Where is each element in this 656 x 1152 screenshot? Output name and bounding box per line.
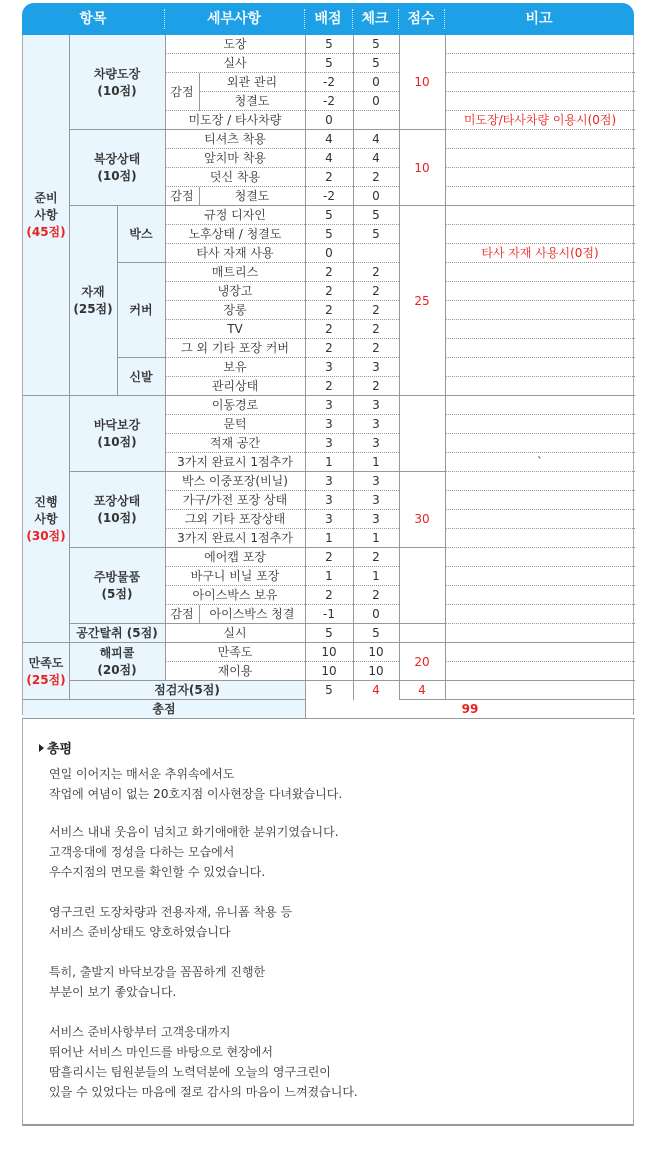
points-cell: 3 bbox=[325, 512, 333, 526]
subcat-box: 박스 bbox=[117, 206, 165, 263]
header-points: 배점 bbox=[314, 11, 342, 27]
header-note: 비고 bbox=[525, 11, 553, 27]
column-divider bbox=[199, 73, 200, 111]
check-cell: 2 bbox=[372, 284, 380, 298]
row-divider bbox=[399, 642, 635, 643]
group-points: (45점) bbox=[26, 225, 66, 239]
row-divider bbox=[445, 452, 635, 453]
row-divider bbox=[165, 433, 399, 434]
row-divider bbox=[445, 471, 635, 472]
points-cell: -2 bbox=[323, 75, 335, 89]
points-cell: 3 bbox=[325, 360, 333, 374]
row-divider bbox=[445, 661, 635, 662]
row-divider bbox=[445, 243, 635, 244]
detail-cell: 도장 bbox=[223, 37, 247, 51]
detail-cell: TV bbox=[227, 322, 243, 336]
row-divider bbox=[165, 604, 399, 605]
row-divider bbox=[445, 433, 635, 434]
inspector-points: 5 bbox=[325, 683, 333, 697]
score-vehicle: 10 bbox=[414, 75, 430, 89]
check-cell: 3 bbox=[372, 474, 380, 488]
check-cell: 2 bbox=[372, 550, 380, 564]
row-divider bbox=[399, 205, 635, 206]
subcat-cover: 커버 bbox=[117, 263, 165, 358]
check-cell: 0 bbox=[372, 94, 380, 108]
row-divider bbox=[69, 129, 445, 130]
column-divider bbox=[117, 206, 118, 396]
row-divider bbox=[23, 642, 69, 643]
detail-cell: 만족도 bbox=[217, 645, 253, 659]
row-divider bbox=[445, 72, 635, 73]
column-divider bbox=[353, 35, 354, 700]
detail-cell: 앞치마 착용 bbox=[204, 151, 266, 165]
check-cell: 4 bbox=[372, 151, 380, 165]
row-divider bbox=[69, 699, 305, 700]
check-cell: 2 bbox=[372, 170, 380, 184]
row-divider bbox=[445, 528, 635, 529]
row-divider bbox=[445, 604, 635, 605]
row-divider bbox=[165, 338, 399, 339]
check-cell bbox=[353, 111, 399, 130]
points-cell: 2 bbox=[325, 303, 333, 317]
row-divider bbox=[445, 262, 635, 263]
check-cell: 0 bbox=[372, 75, 380, 89]
points-cell: 5 bbox=[325, 208, 333, 222]
row-divider bbox=[165, 72, 199, 73]
row-divider bbox=[445, 53, 635, 54]
check-cell: 5 bbox=[372, 56, 380, 70]
row-divider bbox=[165, 319, 399, 320]
group-points: (30점) bbox=[26, 529, 66, 543]
points-cell: -2 bbox=[323, 189, 335, 203]
points-cell: 5 bbox=[325, 37, 333, 51]
check-cell: 4 bbox=[372, 132, 380, 146]
score-uniform: 10 bbox=[414, 160, 430, 175]
row-divider bbox=[445, 281, 635, 282]
row-divider bbox=[165, 224, 399, 225]
row-divider bbox=[165, 452, 399, 453]
row-divider bbox=[445, 566, 635, 567]
row-divider bbox=[165, 490, 399, 491]
row-divider bbox=[165, 376, 399, 377]
detail-cell: 외관 관리 bbox=[226, 75, 278, 89]
check-cell: 2 bbox=[372, 322, 380, 336]
table-header bbox=[22, 3, 634, 35]
row-divider bbox=[445, 490, 635, 491]
note-tick: ` bbox=[537, 455, 543, 469]
detail-cell: 에어캡 포장 bbox=[204, 550, 266, 564]
detail-cell: 가구/가전 포장 상태 bbox=[182, 493, 288, 507]
note-material: 타사 자재 사용시(0점) bbox=[481, 246, 599, 260]
detail-cell: 청결도 bbox=[234, 94, 270, 108]
category-kitchen: 주방물품 (5점) bbox=[69, 548, 165, 624]
detail-cell: 매트리스 bbox=[211, 265, 259, 279]
detail-cell: 3가지 완료시 1점추가 bbox=[177, 531, 293, 545]
points-cell: 5 bbox=[325, 227, 333, 241]
points-cell: 3 bbox=[325, 436, 333, 450]
points-cell: 3 bbox=[325, 474, 333, 488]
check-cell: 3 bbox=[372, 360, 380, 374]
header-detail: 세부사항 bbox=[206, 11, 262, 27]
row-divider bbox=[165, 186, 199, 187]
row-divider bbox=[445, 414, 635, 415]
check-cell: 2 bbox=[372, 341, 380, 355]
detail-cell: 적재 공간 bbox=[209, 436, 261, 450]
row-divider bbox=[23, 395, 69, 396]
check-cell: 0 bbox=[372, 189, 380, 203]
row-divider bbox=[445, 357, 635, 358]
detail-cell: 실시 bbox=[223, 626, 247, 640]
column-divider bbox=[305, 35, 306, 719]
summary-paragraph: 특히, 출발지 바닥보강을 꼼꼼하게 진행한 부분이 보기 좋았습니다. bbox=[49, 965, 266, 999]
row-divider bbox=[165, 300, 399, 301]
row-divider bbox=[165, 528, 399, 529]
row-divider bbox=[69, 395, 445, 396]
header-check: 체크 bbox=[361, 11, 389, 27]
points-cell: 2 bbox=[325, 284, 333, 298]
header-score: 점수 bbox=[407, 11, 435, 27]
points-cell: 0 bbox=[325, 246, 333, 260]
row-divider bbox=[165, 262, 399, 263]
row-divider bbox=[165, 110, 199, 111]
points-cell: 5 bbox=[325, 56, 333, 70]
group-sat bbox=[23, 643, 69, 700]
category-floor: 바닥보강 (10점) bbox=[69, 396, 165, 472]
row-divider bbox=[399, 129, 445, 130]
row-divider bbox=[69, 623, 445, 624]
row-divider bbox=[399, 699, 635, 700]
row-divider bbox=[165, 604, 199, 605]
summary-title: 총평 bbox=[39, 738, 72, 757]
check-cell: 2 bbox=[372, 588, 380, 602]
column-divider bbox=[199, 187, 200, 206]
row-divider bbox=[165, 148, 399, 149]
detail-cell: 티셔츠 착용 bbox=[204, 132, 266, 146]
score-material: 25 bbox=[414, 293, 430, 308]
column-divider bbox=[399, 35, 400, 700]
inspector-check: 4 bbox=[372, 683, 380, 697]
check-cell: 3 bbox=[372, 436, 380, 450]
detail-cell: 타사 자재 사용 bbox=[196, 246, 274, 260]
check-cell bbox=[353, 244, 399, 263]
row-divider bbox=[445, 110, 635, 111]
detail-cell: 냉장고 bbox=[217, 284, 253, 298]
points-cell: 4 bbox=[325, 132, 333, 146]
row-divider bbox=[445, 623, 635, 624]
row-divider bbox=[445, 167, 635, 168]
row-divider bbox=[445, 680, 635, 681]
category-packing: 포장상태 (10점) bbox=[69, 472, 165, 548]
points-cell: 3 bbox=[325, 493, 333, 507]
points-cell: 1 bbox=[325, 569, 333, 583]
detail-cell: 박스 이중포장(비닐) bbox=[182, 474, 288, 488]
row-divider bbox=[165, 585, 399, 586]
check-cell: 10 bbox=[368, 664, 384, 678]
row-divider bbox=[165, 566, 399, 567]
category-inspector: 점검자(5점) bbox=[69, 681, 305, 700]
check-cell: 5 bbox=[372, 227, 380, 241]
points-cell: 0 bbox=[325, 113, 333, 127]
check-cell: 1 bbox=[372, 569, 380, 583]
points-cell: -2 bbox=[323, 94, 335, 108]
subcat-shoes: 신발 bbox=[117, 358, 165, 396]
points-cell: -1 bbox=[323, 607, 335, 621]
detail-cell: 미도장 / 타사차량 bbox=[188, 113, 282, 127]
row-divider bbox=[69, 642, 445, 643]
check-cell: 1 bbox=[372, 455, 380, 469]
row-divider bbox=[165, 509, 399, 510]
row-divider bbox=[445, 91, 635, 92]
points-cell: 1 bbox=[325, 455, 333, 469]
group-label: 진행 사항 bbox=[34, 495, 58, 526]
row-divider bbox=[165, 186, 399, 187]
group-label: 만족도 bbox=[28, 655, 64, 670]
detail-cell: 규정 디자인 bbox=[204, 208, 266, 222]
points-cell: 10 bbox=[321, 664, 337, 678]
detail-cell: 보유 bbox=[223, 360, 247, 374]
group-prog bbox=[23, 396, 69, 643]
column-divider bbox=[199, 605, 200, 624]
row-divider bbox=[69, 547, 445, 548]
row-divider bbox=[69, 205, 445, 206]
points-cell: 3 bbox=[325, 398, 333, 412]
row-divider bbox=[445, 509, 635, 510]
row-divider bbox=[445, 376, 635, 377]
row-divider bbox=[165, 357, 399, 358]
check-cell: 2 bbox=[372, 379, 380, 393]
deduct-label-vehicle: 감점 bbox=[170, 84, 194, 99]
check-cell: 1 bbox=[372, 531, 380, 545]
detail-cell: 그외 기타 포장상태 bbox=[184, 512, 286, 526]
row-divider bbox=[445, 148, 635, 149]
column-divider bbox=[445, 35, 446, 700]
row-divider bbox=[445, 585, 635, 586]
deduct-label-uniform: 감점 bbox=[170, 189, 194, 203]
row-divider bbox=[165, 167, 399, 168]
points-cell: 1 bbox=[325, 531, 333, 545]
detail-cell: 실사 bbox=[223, 56, 247, 70]
check-cell: 5 bbox=[372, 626, 380, 640]
triangle-bullet-icon bbox=[39, 744, 44, 752]
category-leave: 공간탈취 (5점) bbox=[69, 624, 165, 643]
detail-cell: 덧신 착용 bbox=[209, 170, 261, 184]
row-divider bbox=[23, 699, 69, 700]
column-divider bbox=[69, 35, 70, 700]
points-cell: 2 bbox=[325, 265, 333, 279]
detail-cell: 아이스박스 청결 bbox=[209, 607, 295, 621]
check-cell: 3 bbox=[372, 512, 380, 526]
points-cell: 2 bbox=[325, 170, 333, 184]
row-divider bbox=[199, 91, 399, 92]
inspector-score: 4 bbox=[418, 683, 426, 697]
note-vehicle: 미도장/타사차량 이용시(0점) bbox=[463, 113, 617, 127]
category-material: 자재 (25점) bbox=[69, 206, 117, 396]
points-cell: 2 bbox=[325, 588, 333, 602]
row-divider bbox=[445, 547, 635, 548]
points-cell: 2 bbox=[325, 379, 333, 393]
check-cell: 5 bbox=[372, 37, 380, 51]
row-divider bbox=[445, 186, 635, 187]
points-cell: 2 bbox=[325, 341, 333, 355]
detail-cell: 문턱 bbox=[223, 417, 247, 431]
row-divider bbox=[117, 262, 165, 263]
points-cell: 3 bbox=[325, 417, 333, 431]
row-divider bbox=[445, 319, 635, 320]
row-divider bbox=[165, 53, 399, 54]
detail-cell: 3가지 완료시 1점추가 bbox=[177, 455, 293, 469]
check-cell: 3 bbox=[372, 398, 380, 412]
category-vehicle: 차량도장 (10점) bbox=[69, 35, 165, 130]
points-cell: 5 bbox=[325, 626, 333, 640]
check-cell: 0 bbox=[372, 607, 380, 621]
check-cell: 2 bbox=[372, 303, 380, 317]
deduct-label-kitchen: 감점 bbox=[170, 607, 194, 621]
detail-cell: 장롱 bbox=[223, 303, 247, 317]
row-divider bbox=[165, 281, 399, 282]
row-divider bbox=[165, 243, 399, 244]
points-cell: 2 bbox=[325, 322, 333, 336]
check-cell: 10 bbox=[368, 645, 384, 659]
total-label: 총점 bbox=[23, 700, 305, 719]
evaluation-sheet bbox=[22, 3, 634, 715]
summary-paragraph: 서비스 준비사항부터 고객응대까지 뛰어난 서비스 마인드를 바탕으로 현장에서 땀흘리시는 팀원분들의 노력덕분에 오늘의 영구크린이 있을 수 있었다는 마음에 절로 감사의 마음이 느껴졌습니다. bbox=[49, 1025, 358, 1099]
row-divider bbox=[445, 338, 635, 339]
category-uniform: 복장상태 (10점) bbox=[69, 130, 165, 206]
category-happy: 해피콜 (20점) bbox=[69, 643, 165, 681]
detail-cell: 이동경로 bbox=[211, 398, 259, 412]
row-divider bbox=[165, 72, 399, 73]
row-divider bbox=[445, 224, 635, 225]
row-divider bbox=[445, 129, 635, 130]
score-progress: 30 bbox=[414, 512, 430, 526]
score-table bbox=[22, 35, 634, 715]
check-cell: 5 bbox=[372, 208, 380, 222]
detail-cell: 아이스박스 보유 bbox=[192, 588, 278, 602]
row-divider bbox=[165, 110, 399, 111]
points-cell: 4 bbox=[325, 151, 333, 165]
group-label: 준비 사항 bbox=[34, 191, 58, 222]
row-divider bbox=[445, 300, 635, 301]
points-cell: 2 bbox=[325, 550, 333, 564]
row-divider bbox=[165, 414, 399, 415]
bottom-rule bbox=[22, 1124, 634, 1126]
row-divider bbox=[117, 357, 165, 358]
column-divider bbox=[165, 35, 166, 681]
detail-cell: 재이용 bbox=[217, 664, 253, 678]
detail-cell: 노후상태 / 청결도 bbox=[188, 227, 282, 241]
detail-cell: 그 외 기타 포장 커버 bbox=[181, 341, 289, 355]
row-divider bbox=[165, 661, 399, 662]
summary-paragraph: 연일 이어지는 매서운 추위속에서도 작업에 여념이 없는 20호지점 이사현장을 다녀왔습니다. bbox=[49, 767, 343, 801]
group-points: (25점) bbox=[26, 672, 66, 687]
total-score: 99 bbox=[461, 702, 479, 716]
check-cell: 3 bbox=[372, 417, 380, 431]
points-cell: 10 bbox=[321, 645, 337, 659]
check-cell: 3 bbox=[372, 493, 380, 507]
summary-paragraph: 서비스 내내 웃음이 넘치고 화기애애한 분위기였습니다. 고객응대에 정성을 다하는 모습에서 우수지점의 면모를 확인할 수 있었습니다. bbox=[49, 825, 339, 879]
score-happycall: 20 bbox=[414, 654, 430, 669]
header-item: 항목 bbox=[79, 11, 107, 27]
check-cell: 2 bbox=[372, 265, 380, 279]
summary-paragraph: 영구크린 도장차량과 전용자재, 유니폼 착용 등 서비스 준비상태도 양호하였습니다 bbox=[49, 905, 293, 939]
detail-cell: 청결도 bbox=[234, 189, 270, 203]
group-prep bbox=[23, 35, 69, 396]
summary-section bbox=[22, 718, 634, 1126]
detail-cell: 관리상태 bbox=[211, 379, 259, 393]
row-divider bbox=[69, 471, 445, 472]
detail-cell: 바구니 비닐 포장 bbox=[190, 569, 280, 583]
row-divider bbox=[69, 680, 445, 681]
row-divider bbox=[399, 395, 635, 396]
